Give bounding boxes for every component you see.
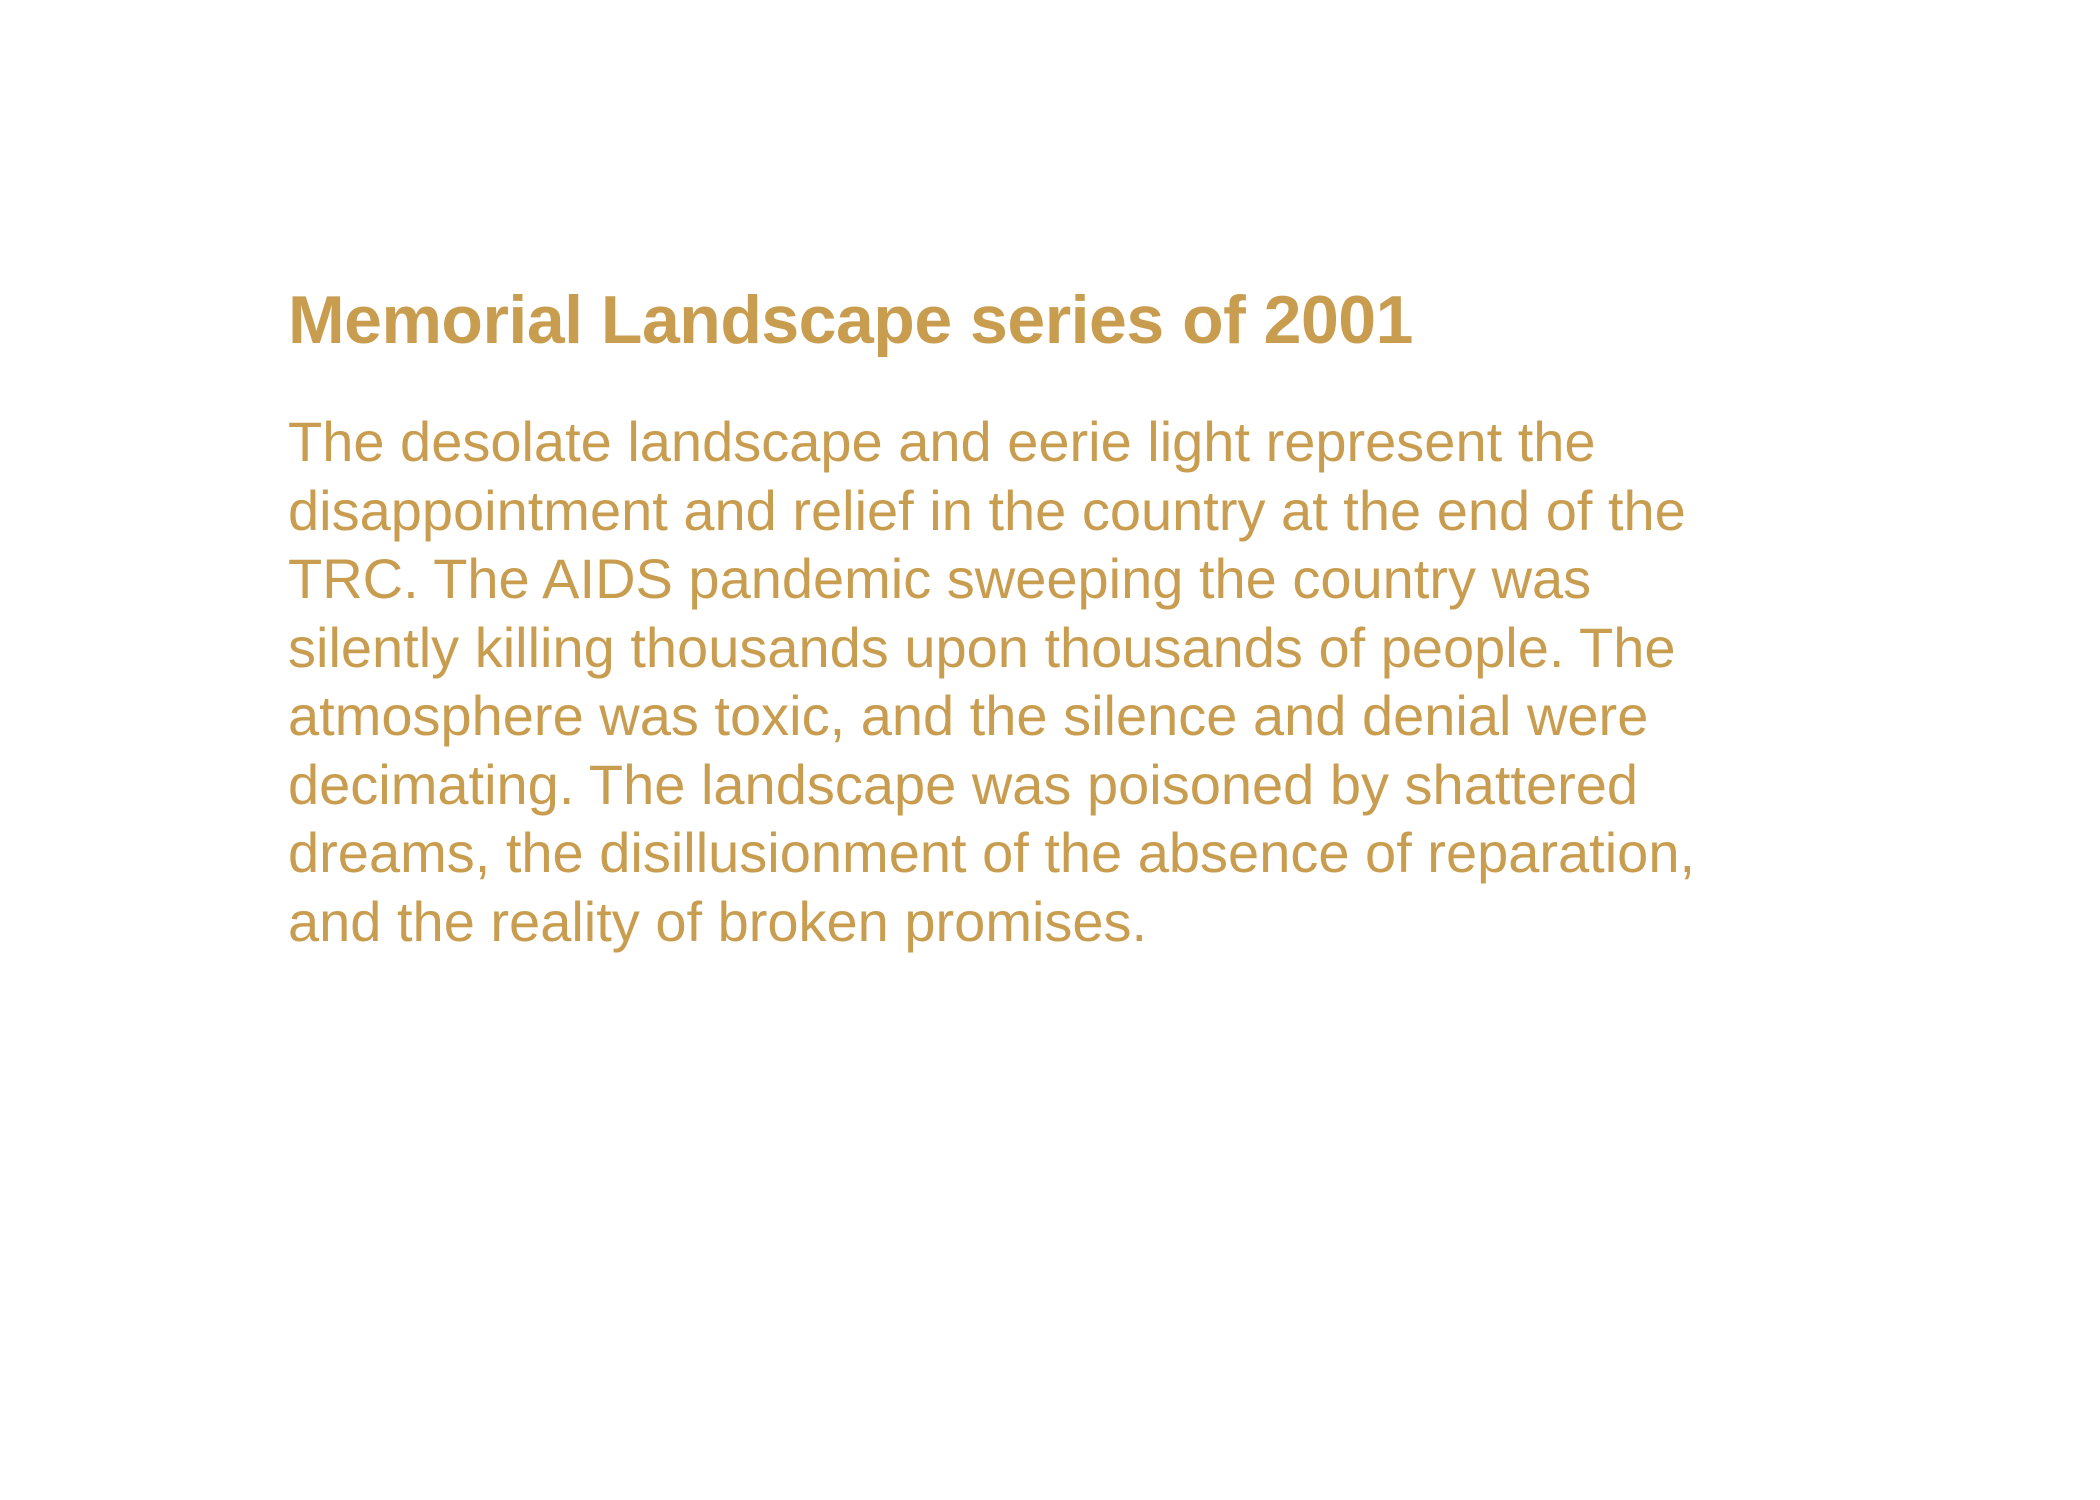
- body-line: atmosphere was toxic, and the silence and denial were: [288, 684, 1649, 747]
- document-content: [288, 270, 1848, 956]
- body-line: dreams, the disillusionment of the absence of reparation,: [288, 821, 1696, 884]
- document-body: [288, 408, 1848, 956]
- body-line: decimating. The landscape was poisoned by shattered: [288, 752, 1639, 816]
- body-line: disappointment and relief in the country at the end of the: [288, 478, 1686, 542]
- body-line: The desolate landscape and eerie light represent the: [288, 410, 1596, 473]
- body-line: and the reality of broken promises.: [288, 889, 1148, 953]
- document-title: Memorial Landscape series of 2001: [288, 282, 1413, 358]
- body-line: silently killing thousands upon thousands of people. The: [288, 615, 1676, 679]
- body-line: TRC. The AIDS pandemic sweeping the country was: [288, 547, 1592, 610]
